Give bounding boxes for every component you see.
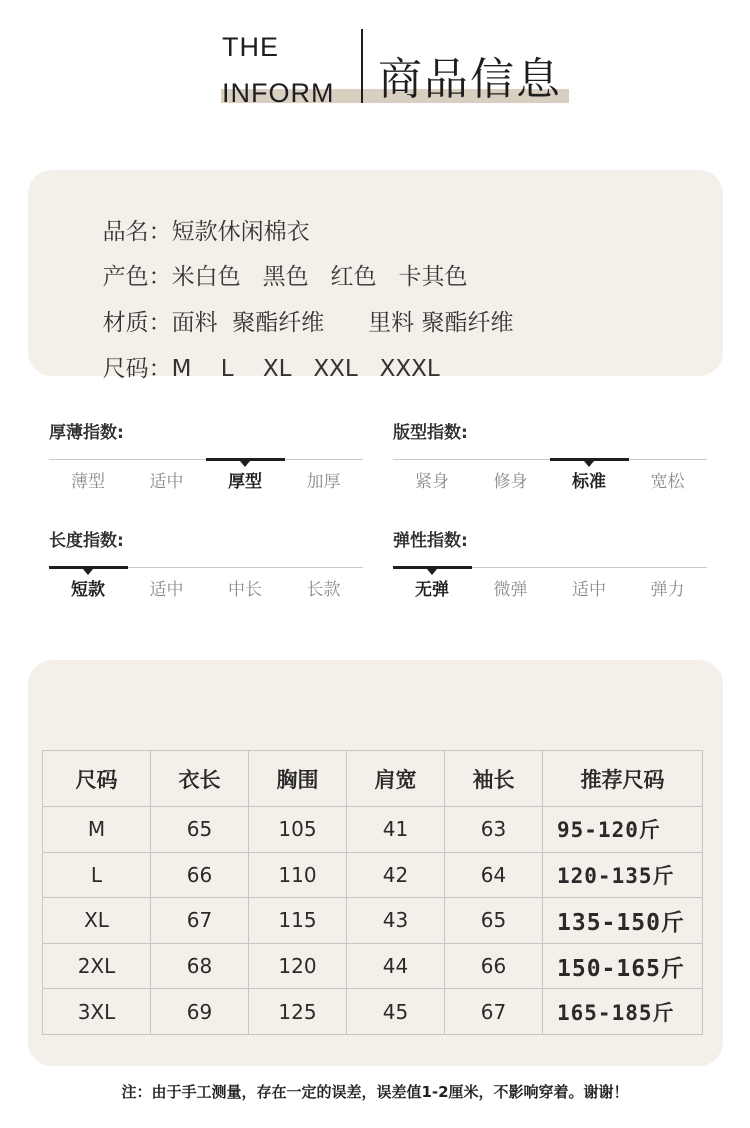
index-pointer-icon: [240, 461, 250, 467]
table-cell: XL: [43, 898, 151, 944]
table-header-cell: 胸围: [249, 751, 347, 807]
table-cell: 66: [445, 943, 543, 989]
table-header-cell: 推荐尺码: [543, 751, 703, 807]
table-cell: 69: [151, 989, 249, 1035]
table-cell: 115: [249, 898, 347, 944]
table-cell: M: [43, 807, 151, 853]
table-header-cell: 衣长: [151, 751, 249, 807]
table-row: [43, 898, 703, 944]
index-option: 中长: [228, 580, 262, 600]
table-cell: 42: [347, 852, 445, 898]
info-row-color: [88, 243, 467, 289]
index-title: 长度指数:: [49, 531, 124, 551]
table-cell: 2XL: [43, 943, 151, 989]
table-cell: 44: [347, 943, 445, 989]
index-option: 适中: [149, 472, 184, 492]
outer-label: 面料: [171, 310, 218, 336]
index-option: 加厚: [306, 472, 341, 492]
table-cell: 45: [347, 989, 445, 1035]
color-option: 米白色: [171, 264, 241, 290]
measurement-note: 注：由于手工测量，存在一定的误差，误差值1-2厘米，不影响穿着。谢谢！: [121, 1083, 629, 1101]
index-option: 微弹: [493, 580, 528, 600]
size-table: [42, 750, 703, 1035]
index-option: 无弹: [415, 580, 449, 600]
index-title: 厚薄指数:: [49, 423, 124, 443]
index-option: 适中: [572, 580, 606, 600]
table-cell: 125: [249, 989, 347, 1035]
table-cell-recommend: 165-185斤: [543, 989, 703, 1035]
table-header-cell: 袖长: [445, 751, 543, 807]
table-cell-recommend: 135-150斤: [543, 898, 703, 944]
color-option: 卡其色: [398, 264, 468, 290]
color-option: 红色: [330, 264, 377, 290]
info-row-material: [88, 289, 513, 335]
size-option: XXL: [313, 356, 358, 382]
index-option: 弹力: [650, 580, 685, 600]
table-row: [43, 989, 703, 1035]
table-row: [43, 943, 703, 989]
index-title: 版型指数:: [393, 423, 468, 443]
table-row: [43, 807, 703, 853]
outer-value: 聚酯纤维: [232, 310, 325, 336]
name-label: 品名：: [102, 219, 172, 245]
title-cn: 商品信息: [378, 54, 562, 105]
color-option: 黑色: [262, 264, 309, 290]
table-cell: 67: [445, 989, 543, 1035]
index-option: 厚型: [228, 472, 262, 492]
index-option: 薄型: [71, 472, 105, 492]
index-option: 短款: [71, 580, 105, 600]
table-cell: 43: [347, 898, 445, 944]
table-cell: 120: [249, 943, 347, 989]
index-option: 紧身: [415, 472, 449, 492]
lining-label: 里料: [368, 310, 415, 336]
title-divider: [361, 29, 363, 103]
table-row: [43, 852, 703, 898]
table-cell-recommend: 150-165斤: [543, 943, 703, 989]
color-label: 产色：: [102, 264, 172, 290]
size-option: XL: [262, 356, 292, 382]
table-header-cell: 尺码: [43, 751, 151, 807]
table-cell: 3XL: [43, 989, 151, 1035]
size-label: 尺码：: [102, 356, 172, 382]
index-option: 宽松: [650, 472, 685, 492]
title-en-line2: INFORM: [222, 78, 335, 108]
size-option: M: [171, 356, 192, 382]
index-title: 弹性指数:: [393, 531, 468, 551]
table-cell: 41: [347, 807, 445, 853]
info-row-name: [88, 198, 310, 244]
table-cell: 63: [445, 807, 543, 853]
material-label: 材质：: [102, 310, 172, 336]
index-pointer-icon: [83, 569, 93, 575]
table-header-cell: 肩宽: [347, 751, 445, 807]
table-cell-recommend: 120-135斤: [543, 852, 703, 898]
title-en-line1: THE: [222, 32, 279, 62]
table-cell: 64: [445, 852, 543, 898]
index-option: 适中: [149, 580, 184, 600]
lining-value: 聚酯纤维: [421, 310, 514, 336]
table-cell: 68: [151, 943, 249, 989]
name-value: 短款休闲棉衣: [171, 219, 310, 245]
table-cell: 105: [249, 807, 347, 853]
index-pointer-icon: [427, 569, 437, 575]
table-cell: 65: [151, 807, 249, 853]
index-option: 长款: [306, 580, 341, 600]
size-option: XXXL: [379, 356, 440, 382]
index-pointer-icon: [584, 461, 594, 467]
table-header-row: [43, 751, 703, 807]
info-row-size: [88, 335, 440, 381]
table-cell: 67: [151, 898, 249, 944]
table-cell: 66: [151, 852, 249, 898]
table-cell: L: [43, 852, 151, 898]
index-option: 修身: [493, 472, 528, 492]
index-option: 标准: [572, 472, 606, 492]
table-cell: 110: [249, 852, 347, 898]
table-cell: 65: [445, 898, 543, 944]
size-option: L: [220, 356, 234, 382]
table-cell-recommend: 95-120斤: [543, 807, 703, 853]
